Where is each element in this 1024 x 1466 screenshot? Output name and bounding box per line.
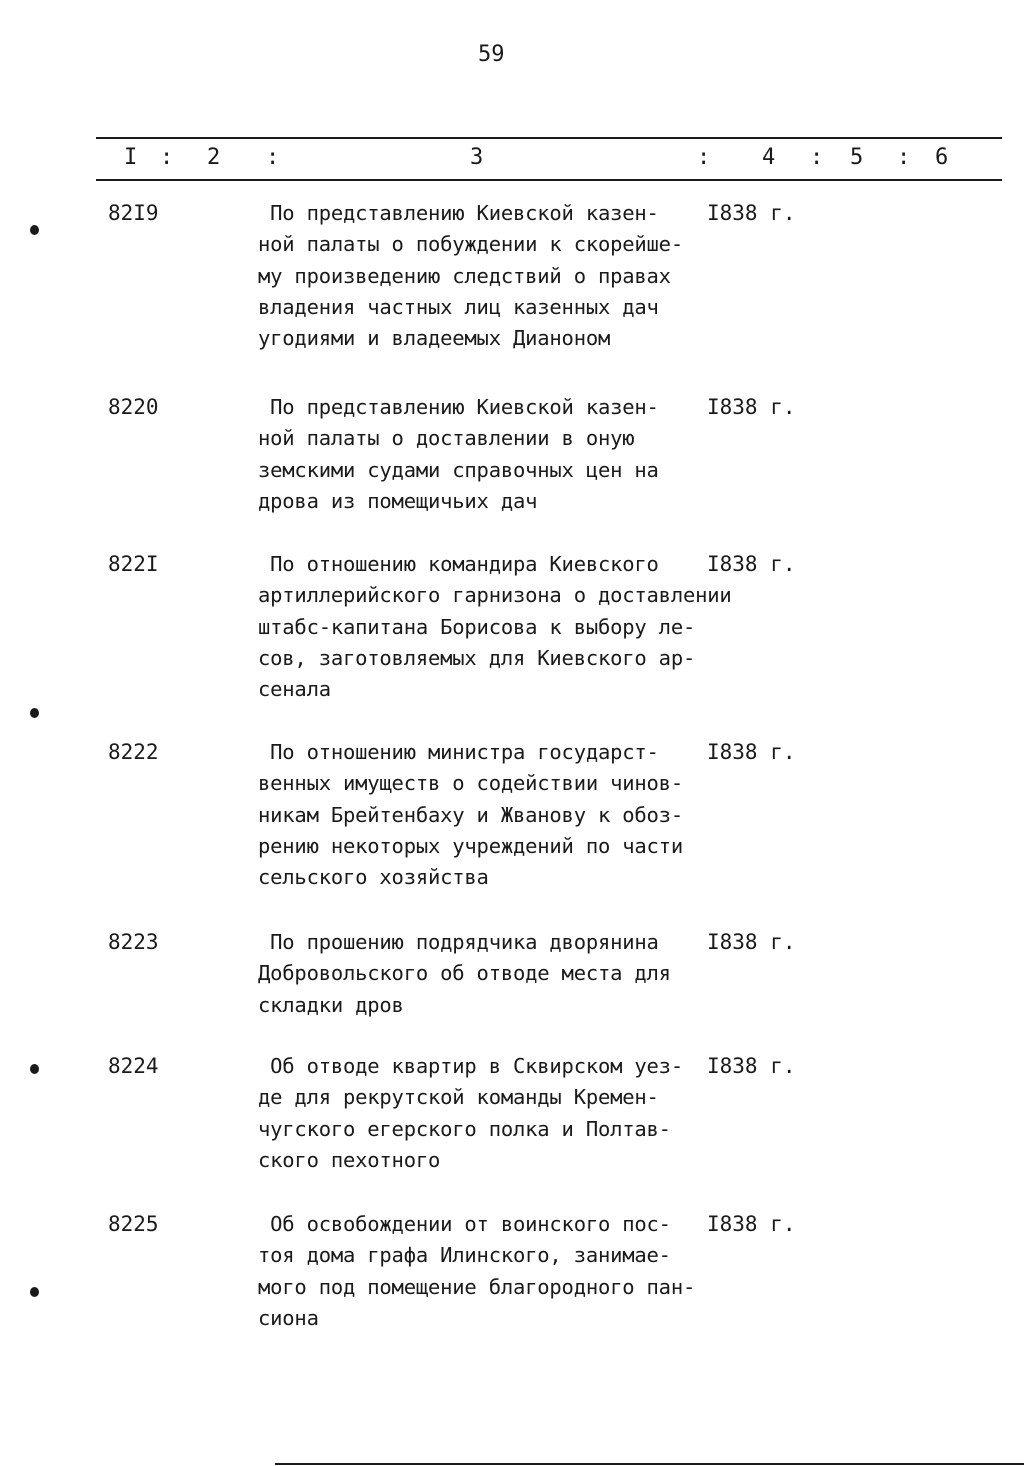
header-separator: : xyxy=(266,145,280,170)
binding-hole-mark xyxy=(30,708,39,718)
entry-number: 82I9 xyxy=(108,201,159,225)
header-separator: : xyxy=(697,145,711,170)
header-separator: : xyxy=(810,145,824,170)
entry-description: По представлению Киевской казен- ной палаты о доставлении в оную земскими судами справочных цен на дрова из помещичьих дач xyxy=(258,395,659,513)
header-separator: : xyxy=(160,145,174,170)
entry-description: По отношению командира Киевского артиллерийского гарнизона о доставлении штабс-капитана Борисова к выбору ле- сов, заготовляемых для Киевского ар- сенала xyxy=(258,552,732,702)
header-col-6: 6 xyxy=(935,145,949,170)
entry-date: I838 г. xyxy=(707,1212,796,1236)
entry-number: 8223 xyxy=(108,930,159,954)
entry-date: I838 г. xyxy=(707,395,796,419)
entry-number: 8222 xyxy=(108,740,159,764)
entry-description: Об отводе квартир в Сквирском уез- де для рекрутской команды Кремен- чугского егерского полка и Полтав- ского пехотного xyxy=(258,1054,683,1172)
header-col-3: 3 xyxy=(470,145,484,170)
header-separator: : xyxy=(897,145,911,170)
header-col-4: 4 xyxy=(762,145,776,170)
entry-description: По отношению министра государст- венных имуществ о содействии чинов- никам Брейтенбаху и Жванову к обоз- рению некоторых учреждений по части сельского хозяйства xyxy=(258,740,683,890)
entry-date: I838 г. xyxy=(707,552,796,576)
entry-number: 822I xyxy=(108,552,159,576)
binding-hole-mark xyxy=(30,1287,39,1297)
entry-description: По прошению подрядчика дворянина Добровольского об отводе места для складки дров xyxy=(258,930,671,1017)
entry-number: 8225 xyxy=(108,1212,159,1236)
entry-description: Об освобождении от воинского пос- тоя дома графа Илинского, занимае- мого под помещение благородного пан- сиона xyxy=(258,1212,696,1330)
header-col-1: I xyxy=(124,145,138,170)
header-rule-top xyxy=(96,137,1002,139)
header-rule-bottom xyxy=(96,179,1002,181)
entry-description: По представлению Киевской казен- ной палаты о побуждении к скорейше- му произведению следствий о правах владения частных лиц казенных дач угодиями и владеемых Дианоном xyxy=(258,201,683,351)
page-number: 59 xyxy=(478,42,505,67)
entry-date: I838 г. xyxy=(707,1054,796,1078)
footer-rule xyxy=(275,1463,1024,1465)
binding-hole-mark xyxy=(30,225,39,235)
entry-date: I838 г. xyxy=(707,201,796,225)
binding-hole-mark xyxy=(30,1064,39,1074)
entry-date: I838 г. xyxy=(707,930,796,954)
header-col-2: 2 xyxy=(207,145,221,170)
entry-number: 8220 xyxy=(108,395,159,419)
header-col-5: 5 xyxy=(850,145,864,170)
entry-date: I838 г. xyxy=(707,740,796,764)
entry-number: 8224 xyxy=(108,1054,159,1078)
